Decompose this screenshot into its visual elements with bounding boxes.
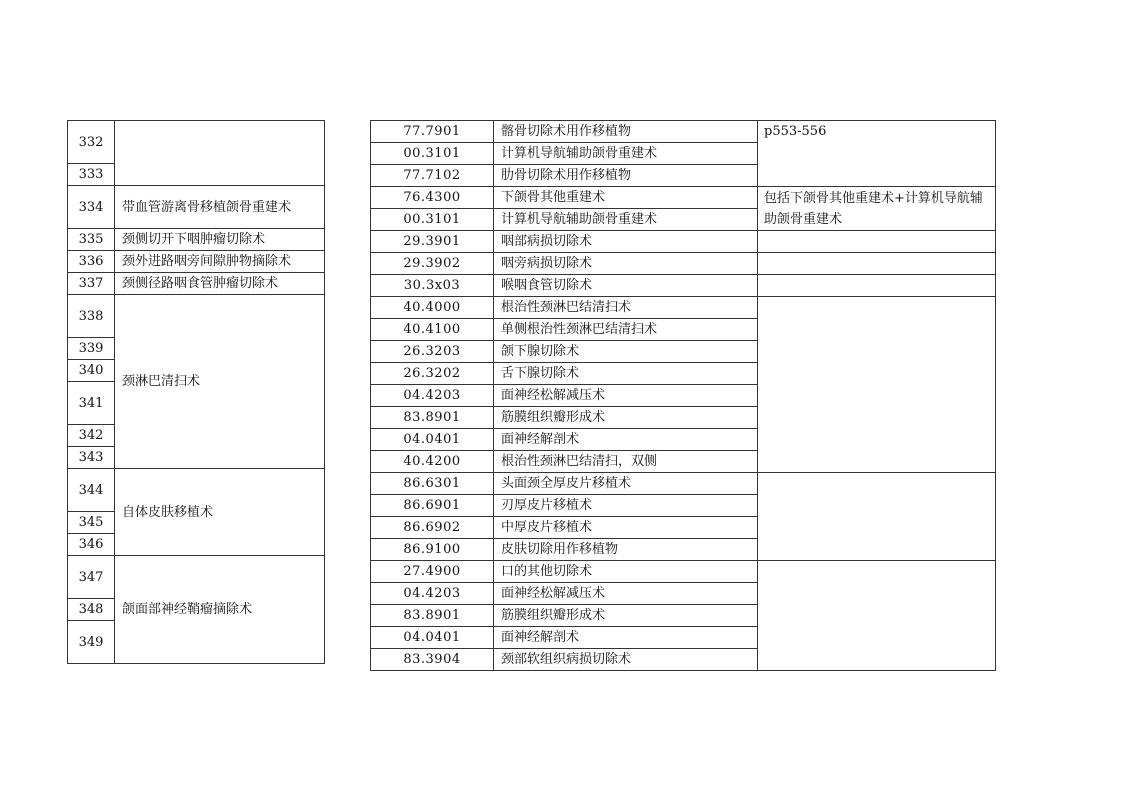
- procedure-name: 颈淋巴清扫术: [115, 295, 325, 469]
- procedure-name: 颌面部神经鞘瘤摘除术: [115, 556, 325, 664]
- procedure-cell: 咽旁病损切除术: [494, 253, 758, 275]
- code-cell: 27.4900: [371, 561, 494, 583]
- row-number: 347: [68, 556, 115, 599]
- table-row: [68, 556, 325, 599]
- table-row: [68, 295, 325, 338]
- table-row: [68, 469, 325, 512]
- code-cell: 86.6301: [371, 473, 494, 495]
- table-row: [371, 231, 996, 253]
- row-number: 336: [68, 251, 115, 273]
- row-number: 338: [68, 295, 115, 338]
- left-table: [67, 120, 325, 664]
- code-cell: 40.4100: [371, 319, 494, 341]
- procedure-cell: 筋膜组织瓣形成术: [494, 407, 758, 429]
- table-row: [68, 229, 325, 251]
- procedure-name: 带血管游离骨移植颌骨重建术: [115, 186, 325, 229]
- code-cell: 83.8901: [371, 605, 494, 627]
- empty-cell: [115, 121, 325, 186]
- code-cell: 83.3904: [371, 649, 494, 671]
- code-cell: 00.3101: [371, 209, 494, 231]
- code-cell: 04.0401: [371, 429, 494, 451]
- row-number: 342: [68, 425, 115, 447]
- table-row: [68, 273, 325, 295]
- procedure-name: 颈侧切开下咽肿瘤切除术: [115, 229, 325, 251]
- procedure-cell: 面神经解剖术: [494, 429, 758, 451]
- procedure-cell: 单侧根治性颈淋巴结清扫术: [494, 319, 758, 341]
- table-row: [371, 297, 996, 319]
- row-number: 335: [68, 229, 115, 251]
- code-cell: 29.3902: [371, 253, 494, 275]
- procedure-cell: 根治性颈淋巴结清扫术: [494, 297, 758, 319]
- table-row: [371, 561, 996, 583]
- code-cell: 77.7901: [371, 121, 494, 143]
- table-row: [68, 186, 325, 229]
- row-number: 348: [68, 599, 115, 621]
- table-row: [371, 275, 996, 297]
- procedure-cell: 根治性颈淋巴结清扫，双侧: [494, 451, 758, 473]
- empty-cell: [758, 561, 996, 671]
- code-cell: 04.4203: [371, 385, 494, 407]
- code-cell: 26.3202: [371, 363, 494, 385]
- empty-cell: [758, 275, 996, 297]
- table-row: [68, 251, 325, 273]
- right-table: [370, 120, 996, 671]
- procedure-cell: 中厚皮片移植术: [494, 517, 758, 539]
- procedure-cell: 刃厚皮片移植术: [494, 495, 758, 517]
- procedure-cell: 皮肤切除用作移植物: [494, 539, 758, 561]
- empty-cell: [758, 231, 996, 253]
- table-row: [371, 121, 996, 143]
- procedure-cell: 颌下腺切除术: [494, 341, 758, 363]
- row-number: 345: [68, 512, 115, 534]
- procedure-name: 颈侧径路咽食管肿瘤切除术: [115, 273, 325, 295]
- page-reference: p553-556: [758, 121, 996, 187]
- code-cell: 30.3x03: [371, 275, 494, 297]
- procedure-name: 颈外进路咽旁间隙肿物摘除术: [115, 251, 325, 273]
- table-row: [371, 253, 996, 275]
- row-number: 346: [68, 534, 115, 556]
- row-number: 343: [68, 447, 115, 469]
- procedure-cell: 舌下腺切除术: [494, 363, 758, 385]
- procedure-cell: 口的其他切除术: [494, 561, 758, 583]
- code-cell: 00.3101: [371, 143, 494, 165]
- remark-cell: 包括下颌骨其他重建术+计算机导航辅助颌骨重建术: [758, 187, 996, 231]
- row-number: 344: [68, 469, 115, 512]
- procedure-cell: 髂骨切除术用作移植物: [494, 121, 758, 143]
- code-cell: 40.4200: [371, 451, 494, 473]
- empty-cell: [758, 253, 996, 275]
- procedure-cell: 头面颈全厚皮片移植术: [494, 473, 758, 495]
- table-row: [68, 121, 325, 164]
- code-cell: 04.0401: [371, 627, 494, 649]
- empty-cell: [758, 297, 996, 473]
- code-cell: 86.6902: [371, 517, 494, 539]
- procedure-name: 自体皮肤移植术: [115, 469, 325, 556]
- code-cell: 83.8901: [371, 407, 494, 429]
- row-number: 334: [68, 186, 115, 229]
- procedure-cell: 下颌骨其他重建术: [494, 187, 758, 209]
- procedure-cell: 面神经松解减压术: [494, 385, 758, 407]
- row-number: 341: [68, 382, 115, 425]
- procedure-cell: 肋骨切除术用作移植物: [494, 165, 758, 187]
- row-number: 332: [68, 121, 115, 164]
- table-row: [371, 187, 996, 209]
- row-number: 340: [68, 360, 115, 382]
- row-number: 339: [68, 338, 115, 360]
- row-number: 333: [68, 164, 115, 186]
- code-cell: 77.7102: [371, 165, 494, 187]
- code-cell: 04.4203: [371, 583, 494, 605]
- procedure-cell: 颈部软组织病损切除术: [494, 649, 758, 671]
- procedure-cell: 喉咽食管切除术: [494, 275, 758, 297]
- code-cell: 40.4000: [371, 297, 494, 319]
- code-cell: 86.9100: [371, 539, 494, 561]
- procedure-cell: 计算机导航辅助颌骨重建术: [494, 209, 758, 231]
- row-number: 337: [68, 273, 115, 295]
- table-row: [371, 473, 996, 495]
- procedure-cell: 面神经解剖术: [494, 627, 758, 649]
- empty-cell: [758, 473, 996, 561]
- procedure-cell: 面神经松解减压术: [494, 583, 758, 605]
- code-cell: 86.6901: [371, 495, 494, 517]
- procedure-cell: 计算机导航辅助颌骨重建术: [494, 143, 758, 165]
- code-cell: 26.3203: [371, 341, 494, 363]
- procedure-cell: 咽部病损切除术: [494, 231, 758, 253]
- row-number: 349: [68, 621, 115, 664]
- code-cell: 76.4300: [371, 187, 494, 209]
- procedure-cell: 筋膜组织瓣形成术: [494, 605, 758, 627]
- code-cell: 29.3901: [371, 231, 494, 253]
